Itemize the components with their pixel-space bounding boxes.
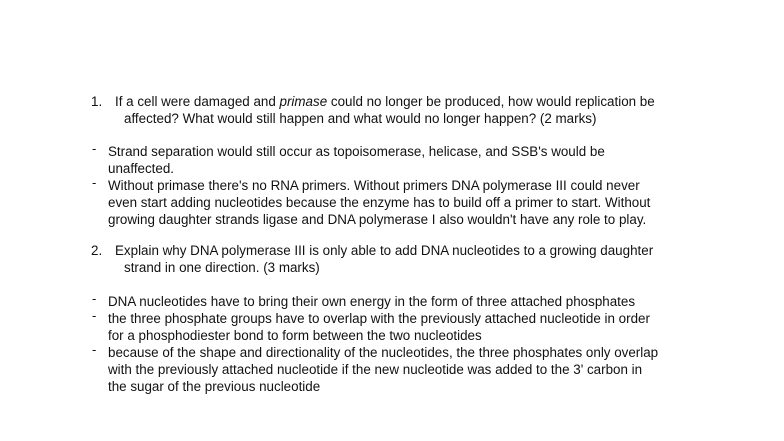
answer-line: for a phosphodiester bond to form between the two nucleotides [108, 328, 482, 343]
primase-term: primase [279, 94, 328, 109]
question-2-number: 2. [91, 243, 103, 258]
answer-line: Strand separation would still occur as topoisomerase, helicase, and SSB's would be [108, 144, 605, 159]
answer-line: unaffected. [108, 161, 175, 176]
bullet-dash: - [92, 291, 97, 306]
answer-line: the sugar of the previous nucleotide [108, 379, 321, 394]
question-1-number: 1. [91, 94, 103, 109]
bullet-dash: - [92, 342, 97, 357]
question-1-text [115, 93, 765, 127]
answer-line: DNA nucleotides have to bring their own energy in the form of three attached phosphates [108, 294, 636, 309]
question-1-line-1: If a cell were damaged and primase could no longer be produced, how would replication be [115, 94, 655, 109]
answer-line: the three phosphate groups have to overlap with the previously attached nucleotide in order [108, 311, 650, 326]
answer-line: growing daughter strands ligase and DNA polymerase I also wouldn't have any role to play. [108, 212, 647, 227]
answer-line: even start adding nucleotides because the enzyme has to build off a primer to start. Without [108, 195, 651, 210]
question-2-line-2: strand in one direction. (3 marks) [124, 260, 320, 275]
bullet-dash: - [92, 175, 97, 190]
question-2-line-1: Explain why DNA polymerase III is only able to add DNA nucleotides to a growing daughter [115, 243, 654, 258]
answer-line: with the previously attached nucleotide if the new nucleotide was added to the 3' carbon in [108, 362, 643, 377]
answer-line: Without primase there's no RNA primers. Without primers DNA polymerase III could never [108, 178, 640, 193]
question-2-text [115, 242, 765, 276]
question-1-line-2: affected? What would still happen and what would no longer happen? (2 marks) [124, 111, 597, 126]
bullet-dash: - [92, 308, 97, 323]
bullet-dash: - [92, 141, 97, 156]
answer-line: because of the shape and directionality of the nucleotides, the three phosphates only overlap [108, 345, 659, 360]
